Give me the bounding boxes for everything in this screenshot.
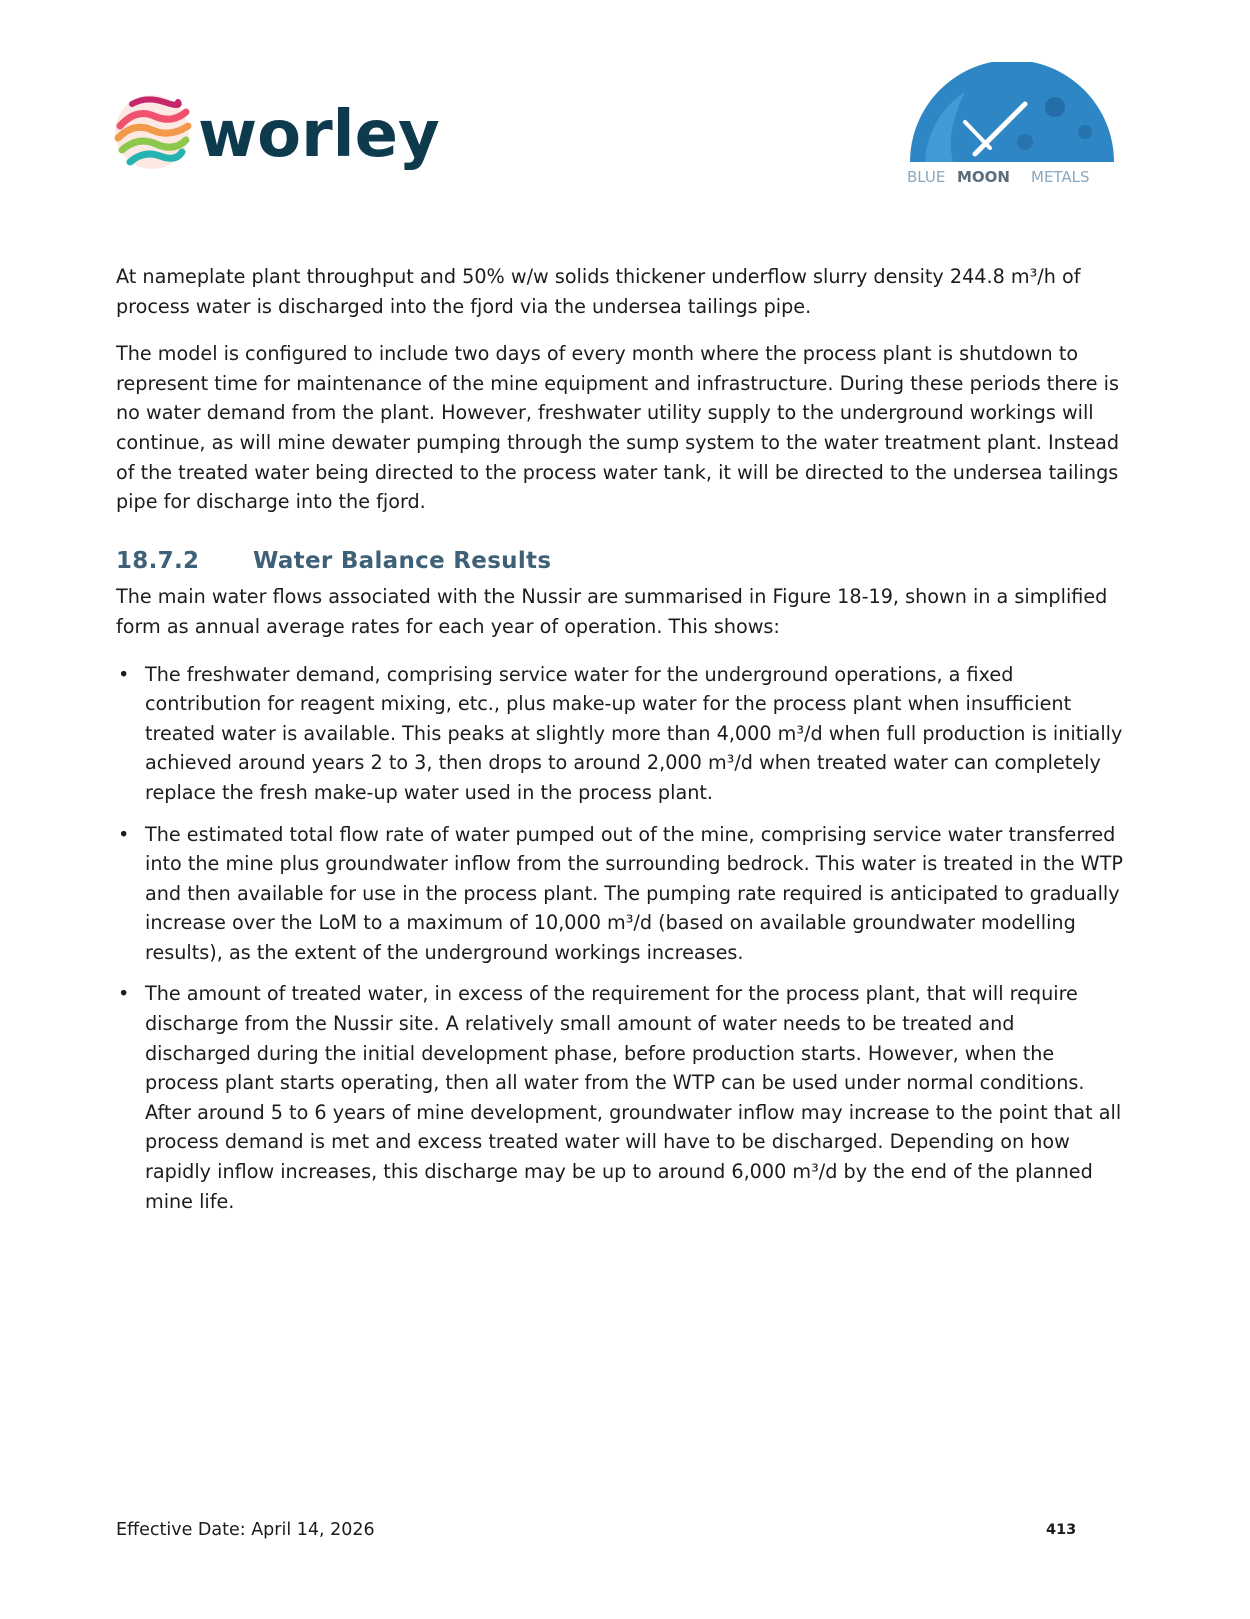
section-number: 18.7.2 <box>116 547 200 574</box>
list-item: • The amount of treated water, in excess of the requirement for the process plant, that will require discharge from the Nussir site. A relatively small amount of water needs to be treated and discharged during the initial development phase, before production starts. However, when the process plant starts operating, then all water from the WTP can be used under normal conditions. After around 5 to 6 years of mine development, groundwater inflow may increase to the point that all process demand is met and excess treated water will have to be discharged. Depending on how rapidly inflow increases, this discharge may be up to around 6,000 m³/d by the end of the planned mine life. <box>116 979 1126 1216</box>
logo-word-metals: METALS <box>1031 168 1090 186</box>
list-item: • The estimated total flow rate of water pumped out of the mine, comprising service water transferred into the mine plus groundwater inflow from the surrounding bedrock. This water is treated in the WTP and then available for use in the process plant. The pumping rate required is anticipated to gradually increase over the LoM to a maximum of 10,000 m³/d (based on available groundwater modelling results), as the extent of the underground workings increases. <box>116 820 1126 968</box>
bullet-list <box>116 660 1126 1217</box>
page-number: 413 <box>1046 1522 1077 1538</box>
paragraph-shutdown: The model is configured to include two days of every month where the process plant is shutdown to represent time for maintenance of the mine equipment and infrastructure. During these periods there is no water demand from the plant. However, freshwater utility supply to the underground workings will continue, as will mine dewater pumping through the sump system to the water treatment plant. Instead of the treated water being directed to the process water tank, it will be directed to the undersea tailings pipe for discharge into the fjord. <box>116 342 1120 514</box>
moon-icon <box>910 62 1114 162</box>
section-title: Water Balance Results <box>253 547 552 574</box>
list-item: • The freshwater demand, comprising service water for the underground operations, a fixed contribution for reagent mixing, etc., plus make-up water for the process plant when insufficient treated water is available. This peaks at slightly more than 4,000 m³/d when full production is initially achieved around years 2 to 3, then drops to around 2,000 m³/d when treated water can completely replace the fresh make-up water used in the process plant. <box>116 660 1126 808</box>
paragraph-discharge: At nameplate plant throughput and 50% w/w solids thickener underflow slurry density 244.8 m³/h of process water is discharged into the fjord via the undersea tailings pipe. <box>116 265 1081 318</box>
logo-word-moon: MOON <box>957 168 1010 186</box>
effective-date: Effective Date: April 14, 2026 <box>116 1520 375 1540</box>
paragraph-intro: The main water flows associated with the Nussir are summarised in Figure 18-19, shown in a simplified form as annual average rates for each year of operation. This shows: <box>116 585 1108 638</box>
worley-swirl-icon <box>115 95 189 169</box>
blue-moon-metals-logo <box>905 62 1120 192</box>
worley-logo <box>112 90 452 180</box>
section-heading <box>116 547 1126 577</box>
worley-wordmark: worley <box>198 98 440 172</box>
document-body <box>116 262 1126 1228</box>
logo-word-blue: BLUE <box>907 168 946 186</box>
